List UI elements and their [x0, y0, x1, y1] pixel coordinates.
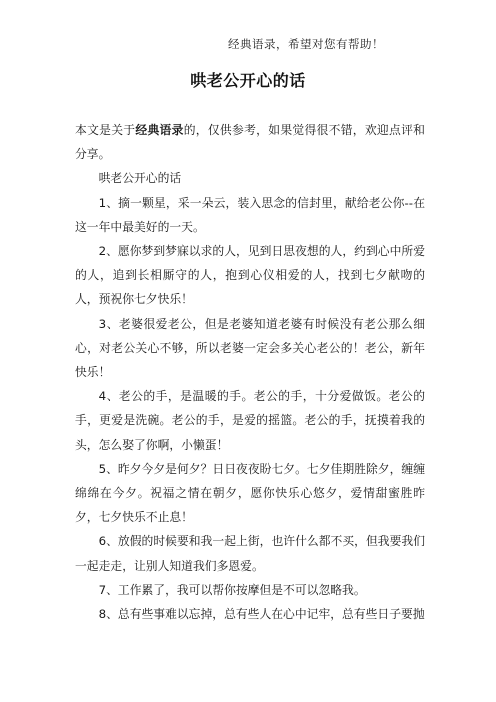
intro-suffix: 的，仅供参考，如果觉得很不错，欢迎点评和分享。 — [75, 123, 425, 162]
section-subtitle: 哄老公开心的话 — [98, 171, 182, 186]
paragraph-6: 6、放假的时候要和我一起上街，也许什么都不买，但我要我们一起走走，让别人知道我们多恩爱。 — [75, 534, 425, 573]
paragraph-1: 1、摘一颗星，采一朵云，装入思念的信封里，献给老公你--在这一年中最美好的一天。 — [75, 195, 425, 234]
paragraph-7: 7、工作累了，我可以帮你按摩但是不可以忽略我。 — [98, 582, 366, 597]
paragraph-4: 4、老公的手，是温暖的手。老公的手，十分爱做饭。老公的手，更爱是洗碗。老公的手，是爱的摇篮。老公的手，抚摸着我的头，怎么娶了你啊，小懒蛋！ — [75, 389, 425, 452]
paragraph-3: 3、老婆很爱老公，但是老婆知道老婆有时候没有老公那么细心，对老公关心不够，所以老婆一定会多关心老公的！老公，新年快乐！ — [75, 316, 425, 380]
paragraph-8: 8、总有些事难以忘掉，总有些人在心中记牢，总有些日子要抛 — [98, 607, 425, 622]
document-title: 哄老公开心的话 — [190, 71, 306, 90]
intro-paragraph — [75, 118, 425, 166]
intro-prefix: 本文是关于 — [75, 123, 136, 137]
intro-keyword: 经典语录 — [135, 123, 184, 137]
paragraph-2: 2、愿你梦到梦寐以求的人，见到日思夜想的人，约到心中所爱的人，追到长相厮守的人，抱到心仪相爱的人，找到七夕献吻的人，预祝你七夕快乐！ — [75, 244, 425, 307]
header-note: 经典语录，希望对您有帮助！ — [228, 37, 384, 51]
document-body — [75, 118, 425, 626]
paragraph-5: 5、昨夕今夕是何夕？日日夜夜盼七夕。七夕佳期胜除夕，缠缠绵绵在今夕。祝福之情在朝夕，愿你快乐心悠夕，爱情甜蜜胜昨夕，七夕快乐不止息！ — [75, 461, 425, 525]
